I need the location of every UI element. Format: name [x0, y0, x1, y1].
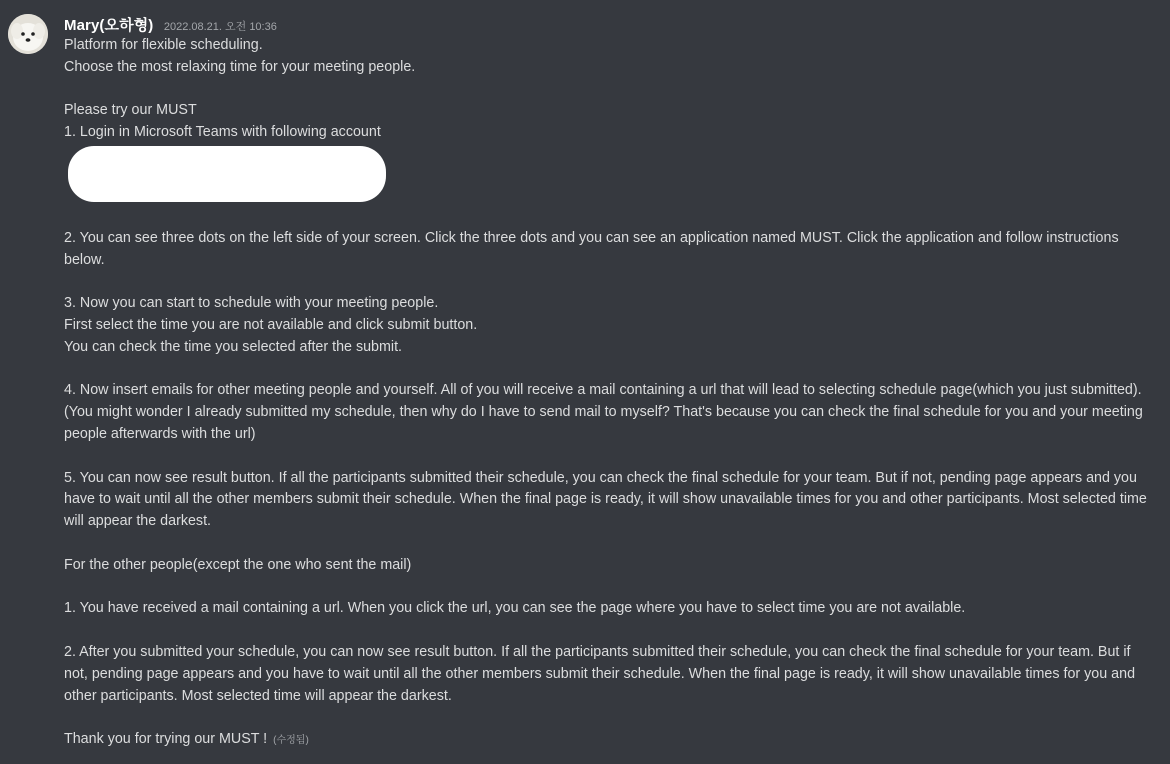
- avatar[interactable]: [8, 14, 48, 54]
- message-paragraph: 5. You can now see result button. If all the participants submitted their schedule, you can check the final schedule for your team. But if not, pending page appears and you have to wait until all the other members submit their schedule. When the final page is ready, it will show unavailable times for you and other participants. Most selected time will appear the darkest.: [64, 469, 1147, 530]
- white-dog-avatar-icon: [8, 14, 48, 54]
- blank-line: [64, 79, 1154, 101]
- message-line: Platform for flexible scheduling.: [64, 37, 263, 53]
- blank-line: [64, 359, 1154, 381]
- message-paragraph: (You might wonder I already submitted my schedule, then why do I have to send mail to myself? That's because you can check the final schedule for you and your meeting people afterwards with the url): [64, 404, 1143, 442]
- message-line: Please try our MUST: [64, 102, 197, 119]
- thanks-text: Thank you for trying our MUST !: [64, 731, 268, 748]
- message-line: 1. Login in Microsoft Teams with following account: [64, 124, 381, 141]
- message-line: You can check the time you selected after the submit.: [64, 338, 403, 355]
- message-body: [64, 35, 1154, 752]
- message-line: 3. Now you can start to schedule with your meeting people.: [64, 295, 439, 312]
- message-line: For the other people(except the one who sent the mail): [64, 556, 412, 573]
- blank-line: [64, 577, 1154, 599]
- blank-line: [64, 620, 1154, 642]
- message-paragraph: 2. After you submitted your schedule, you can now see result button. If all the participants submitted their schedule, you can check the final schedule for your team. But if not, pending page appears and you have to wait until all the other members submit their schedule. When the final page is ready, it will show unavailable times for you and other participants. Most selected time will appear the darkest.: [64, 643, 1136, 704]
- message-paragraph: 1. You have received a mail containing a url. When you click the url, you can see the page where you have to select time you are not available.: [64, 600, 966, 617]
- blank-line: [64, 206, 1154, 228]
- message-line: First select the time you are not available and click submit button.: [64, 316, 478, 333]
- blank-line: [64, 446, 1154, 468]
- blank-line: [64, 707, 1154, 729]
- blank-line: [64, 271, 1154, 293]
- message-timestamp: 2022.08.21. 오전 10:36: [163, 21, 277, 33]
- message-line-thanks: [64, 729, 1154, 752]
- redacted-account: [68, 146, 386, 202]
- author-name[interactable]: Mary(오하형): [64, 17, 154, 34]
- message-paragraph: 2. You can see three dots on the left side of your screen. Click the three dots and you can see an application named MUST. Click the application and follow instructions below.: [64, 229, 1119, 268]
- edited-label: (수정됨): [273, 735, 309, 747]
- blank-line: [64, 533, 1154, 555]
- message-paragraph: 4. Now insert emails for other meeting people and yourself. All of you will receive a mail containing a url that will lead to selecting schedule page(which you just submitted).: [64, 382, 1142, 399]
- message-header: [64, 14, 277, 34]
- message-line: Choose the most relaxing time for your meeting people.: [64, 58, 416, 75]
